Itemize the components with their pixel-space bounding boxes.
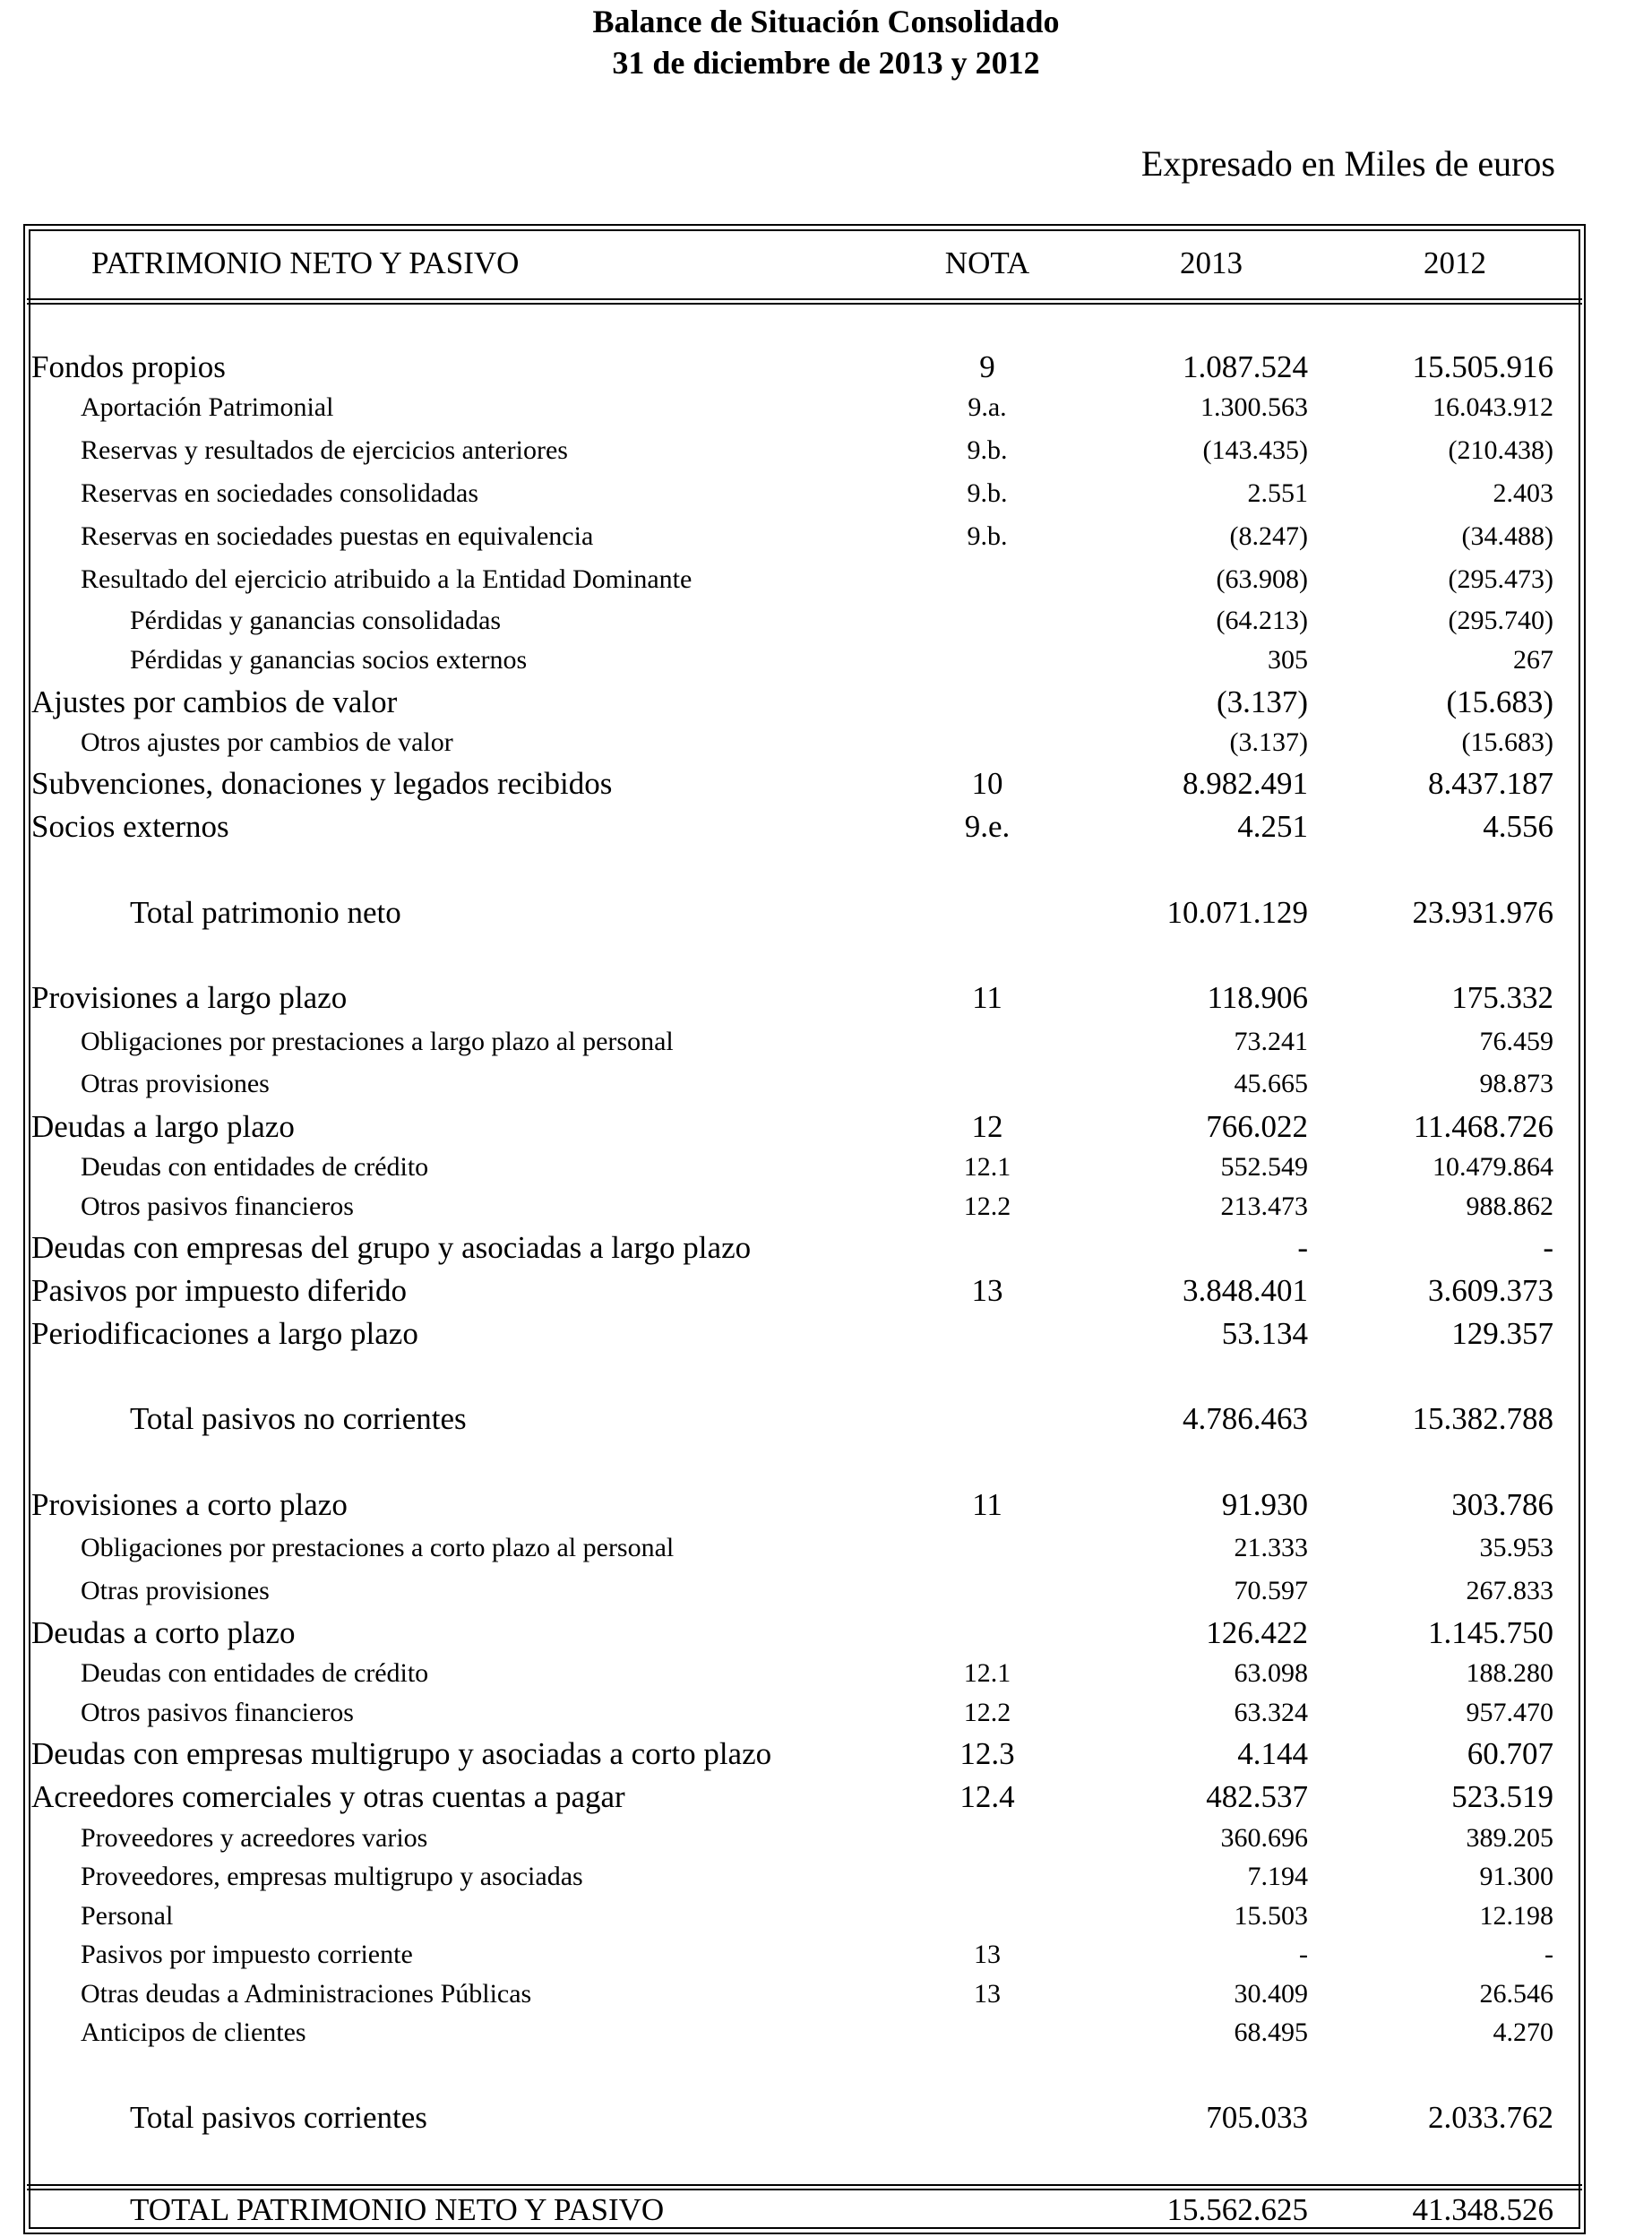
row-value-2013: 73.241 bbox=[1234, 1027, 1308, 1056]
row-value-2012: 10.479.864 bbox=[1433, 1152, 1553, 1182]
row-label: Total pasivos corrientes bbox=[130, 2100, 427, 2135]
row-nota: 9.b. bbox=[967, 521, 1008, 551]
row-value-2013: 482.537 bbox=[1206, 1779, 1308, 1814]
row-label: Acreedores comerciales y otras cuentas a pagar bbox=[31, 1779, 625, 1814]
row-value-2012: 11.468.726 bbox=[1413, 1109, 1553, 1144]
header-year-2013-text: 2013 bbox=[1180, 245, 1243, 280]
row-label: Proveedores, empresas multigrupo y asociadas bbox=[81, 1862, 583, 1891]
row-label: Otras deudas a Administraciones Públicas bbox=[81, 1979, 532, 2009]
row-label: Pasivos por impuesto corriente bbox=[81, 1940, 413, 1969]
header-label: PATRIMONIO NETO Y PASIVO bbox=[91, 245, 520, 280]
row-label: Deudas con entidades de crédito bbox=[81, 1152, 429, 1182]
row-label: Fondos propios bbox=[31, 349, 226, 384]
row-nota: 12.2 bbox=[963, 1698, 1011, 1727]
table-row bbox=[0, 391, 1652, 425]
row-label: Deudas a largo plazo bbox=[31, 1109, 295, 1144]
row-nota: 9.a. bbox=[968, 392, 1007, 422]
table-row bbox=[0, 1734, 1652, 1774]
row-value-2013: 21.333 bbox=[1234, 1533, 1308, 1562]
table-row bbox=[0, 1271, 1652, 1311]
row-value-2012: 8.437.187 bbox=[1428, 766, 1553, 801]
row-value-2012: 267 bbox=[1513, 645, 1553, 675]
row-value-2013: 4.786.463 bbox=[1183, 1401, 1308, 1436]
table-row bbox=[0, 1485, 1652, 1525]
row-label: Deudas con entidades de crédito bbox=[81, 1658, 429, 1688]
table-row bbox=[0, 726, 1652, 760]
row-value-2012: 1.145.750 bbox=[1428, 1615, 1553, 1650]
row-value-2012: 2.033.762 bbox=[1428, 2100, 1553, 2135]
table-row bbox=[0, 1977, 1652, 2011]
row-value-2013: 53.134 bbox=[1221, 1316, 1308, 1351]
header-nota-text: NOTA bbox=[944, 245, 1030, 280]
row-label: Otros pasivos financieros bbox=[81, 1698, 354, 1727]
row-value-2012: 91.300 bbox=[1479, 1862, 1553, 1891]
row-label: Total patrimonio neto bbox=[130, 895, 401, 930]
table-row bbox=[0, 434, 1652, 468]
row-value-2013: (3.137) bbox=[1229, 727, 1308, 757]
table-row bbox=[0, 1899, 1652, 1933]
table-row bbox=[0, 1613, 1652, 1653]
row-label: TOTAL PATRIMONIO NETO Y PASIVO bbox=[130, 2192, 665, 2227]
table-row bbox=[0, 348, 1652, 387]
table-row bbox=[0, 1190, 1652, 1224]
row-value-2013: 63.324 bbox=[1234, 1698, 1308, 1727]
row-value-2013: 15.503 bbox=[1234, 1901, 1308, 1931]
row-value-2013: 45.665 bbox=[1234, 1069, 1308, 1098]
table-row bbox=[0, 1821, 1652, 1855]
row-value-2013: 2.551 bbox=[1247, 478, 1308, 508]
row-value-2012: 12.198 bbox=[1479, 1901, 1553, 1931]
row-value-2012: 35.953 bbox=[1479, 1533, 1553, 1562]
row-value-2013: (64.213) bbox=[1216, 606, 1308, 635]
table-row bbox=[0, 1067, 1652, 1101]
row-label: Reservas en sociedades consolidadas bbox=[81, 478, 479, 508]
row-nota: 12.3 bbox=[959, 1736, 1015, 1771]
row-value-2012: 4.270 bbox=[1493, 2018, 1553, 2047]
row-label: Ajustes por cambios de valor bbox=[31, 684, 398, 719]
row-nota: 11 bbox=[972, 980, 1002, 1015]
table-row-total bbox=[0, 2098, 1652, 2138]
row-value-2012: (34.488) bbox=[1461, 521, 1553, 551]
table-row bbox=[0, 764, 1652, 804]
table-row bbox=[0, 807, 1652, 847]
table-row bbox=[0, 1107, 1652, 1147]
row-label: Deudas a corto plazo bbox=[31, 1615, 296, 1650]
row-value-2012: (295.473) bbox=[1448, 564, 1553, 594]
row-value-2012: 389.205 bbox=[1466, 1823, 1553, 1853]
row-value-2013: 4.144 bbox=[1237, 1736, 1308, 1771]
row-label: Subvenciones, donaciones y legados recibidos bbox=[31, 766, 613, 801]
row-value-2013: (3.137) bbox=[1216, 684, 1308, 719]
row-value-2012: 16.043.912 bbox=[1433, 392, 1553, 422]
row-label: Deudas con empresas multigrupo y asociadas a corto plazo bbox=[31, 1736, 772, 1771]
row-label: Deudas con empresas del grupo y asociadas a largo plazo bbox=[31, 1230, 752, 1265]
row-value-2013: (143.435) bbox=[1202, 435, 1308, 465]
row-label: Otros pasivos financieros bbox=[81, 1192, 354, 1221]
row-label: Resultado del ejercicio atribuido a la Entidad Dominante bbox=[81, 564, 693, 594]
row-label: Total pasivos no corrientes bbox=[130, 1401, 467, 1436]
table-row bbox=[0, 978, 1652, 1018]
row-value-2012: 3.609.373 bbox=[1428, 1273, 1553, 1308]
table-row bbox=[0, 1025, 1652, 1059]
row-value-2012: 15.382.788 bbox=[1412, 1401, 1553, 1436]
row-value-2013: 70.597 bbox=[1234, 1576, 1308, 1605]
row-value-2013: 30.409 bbox=[1234, 1979, 1308, 2009]
row-value-2012: - bbox=[1544, 1940, 1553, 1969]
row-nota: 9.e. bbox=[964, 809, 1011, 844]
row-label: Pérdidas y ganancias socios externos bbox=[130, 645, 528, 675]
row-nota: 13 bbox=[974, 1940, 1001, 1969]
row-value-2013: 10.071.129 bbox=[1166, 895, 1308, 930]
row-nota: 10 bbox=[971, 766, 1003, 801]
table-row bbox=[0, 563, 1652, 597]
table-row bbox=[0, 1150, 1652, 1184]
row-value-2012: 26.546 bbox=[1479, 1979, 1553, 2009]
row-nota: 9.b. bbox=[967, 478, 1008, 508]
row-label: Socios externos bbox=[31, 809, 229, 844]
table-row bbox=[0, 683, 1652, 722]
row-value-2012: 957.470 bbox=[1466, 1698, 1553, 1727]
table-row bbox=[0, 1228, 1652, 1268]
table-row bbox=[0, 520, 1652, 554]
row-value-2012: (15.683) bbox=[1461, 727, 1553, 757]
row-value-2012: (15.683) bbox=[1446, 684, 1553, 719]
row-nota: 9.b. bbox=[967, 435, 1008, 465]
row-nota: 11 bbox=[972, 1487, 1002, 1522]
row-value-2012: 188.280 bbox=[1466, 1658, 1553, 1688]
row-value-2012: 23.931.976 bbox=[1412, 895, 1553, 930]
row-label: Aportación Patrimonial bbox=[81, 392, 334, 422]
row-value-2012: 4.556 bbox=[1483, 809, 1553, 844]
row-value-2013: - bbox=[1297, 1230, 1308, 1265]
row-value-2012: 303.786 bbox=[1451, 1487, 1553, 1522]
row-label: Provisiones a corto plazo bbox=[31, 1487, 348, 1522]
header-year-2012-text: 2012 bbox=[1424, 245, 1486, 280]
table-row bbox=[0, 1656, 1652, 1691]
table-row-grand-total bbox=[0, 2190, 1652, 2230]
document-subtitle: 31 de diciembre de 2013 y 2012 bbox=[612, 45, 1040, 81]
row-value-2012: 175.332 bbox=[1451, 980, 1553, 1015]
row-value-2012: 76.459 bbox=[1479, 1027, 1553, 1056]
row-label: Pasivos por impuesto diferido bbox=[31, 1273, 407, 1308]
row-value-2013: 15.562.625 bbox=[1166, 2192, 1308, 2227]
row-label: Proveedores y acreedores varios bbox=[81, 1823, 428, 1853]
units-note: Expresado en Miles de euros bbox=[1140, 143, 1555, 184]
row-label: Obligaciones por prestaciones a largo plazo al personal bbox=[81, 1027, 674, 1056]
row-value-2013: 360.696 bbox=[1220, 1823, 1308, 1853]
row-value-2013: 91.930 bbox=[1221, 1487, 1308, 1522]
row-value-2013: (63.908) bbox=[1216, 564, 1308, 594]
row-value-2013: 4.251 bbox=[1237, 809, 1308, 844]
row-value-2013: 63.098 bbox=[1234, 1658, 1308, 1688]
row-nota: 12.4 bbox=[959, 1779, 1015, 1814]
row-label: Periodificaciones a largo plazo bbox=[31, 1316, 418, 1351]
row-value-2012: 129.357 bbox=[1451, 1316, 1553, 1351]
row-value-2013: 705.033 bbox=[1206, 2100, 1308, 2135]
row-value-2012: (210.438) bbox=[1448, 435, 1553, 465]
table-row bbox=[0, 1574, 1652, 1608]
row-value-2013: 8.982.491 bbox=[1183, 766, 1308, 801]
row-label: Otras provisiones bbox=[81, 1576, 270, 1605]
table-row bbox=[0, 2016, 1652, 2050]
row-value-2012: 2.403 bbox=[1493, 478, 1553, 508]
row-nota: 12.2 bbox=[963, 1192, 1011, 1221]
row-value-2013: - bbox=[1299, 1940, 1308, 1969]
row-value-2012: (295.740) bbox=[1448, 606, 1553, 635]
table-row bbox=[0, 1696, 1652, 1730]
row-label: Pérdidas y ganancias consolidadas bbox=[130, 606, 502, 635]
row-label: Otras provisiones bbox=[81, 1069, 270, 1098]
row-value-2012: 98.873 bbox=[1479, 1069, 1553, 1098]
row-value-2013: 766.022 bbox=[1206, 1109, 1308, 1144]
row-value-2012: 267.833 bbox=[1466, 1576, 1553, 1605]
row-value-2013: 118.906 bbox=[1207, 980, 1308, 1015]
row-value-2013: 213.473 bbox=[1220, 1192, 1308, 1221]
table-row bbox=[0, 1531, 1652, 1565]
row-nota: 13 bbox=[974, 1979, 1001, 2009]
document-title: Balance de Situación Consolidado bbox=[592, 4, 1060, 39]
row-label: Anticipos de clientes bbox=[81, 2018, 306, 2047]
row-nota: 12 bbox=[971, 1109, 1003, 1144]
row-nota: 13 bbox=[971, 1273, 1003, 1308]
table-row-total bbox=[0, 1399, 1652, 1439]
row-value-2013: 3.848.401 bbox=[1183, 1273, 1308, 1308]
row-value-2013: 126.422 bbox=[1206, 1615, 1308, 1650]
table-row bbox=[0, 477, 1652, 511]
table-row-total bbox=[0, 893, 1652, 933]
row-value-2012: 988.862 bbox=[1466, 1192, 1553, 1221]
table-row bbox=[0, 1938, 1652, 1972]
row-nota: 9 bbox=[979, 349, 995, 384]
row-value-2013: 68.495 bbox=[1234, 2018, 1308, 2047]
row-label: Reservas en sociedades puestas en equivalencia bbox=[81, 521, 594, 551]
row-value-2013: 1.300.563 bbox=[1200, 392, 1308, 422]
row-value-2012: 523.519 bbox=[1451, 1779, 1553, 1814]
row-label: Otros ajustes por cambios de valor bbox=[81, 727, 453, 757]
table-row bbox=[0, 1314, 1652, 1354]
row-value-2012: 60.707 bbox=[1467, 1736, 1553, 1771]
row-label: Reservas y resultados de ejercicios anteriores bbox=[81, 435, 568, 465]
row-value-2013: (8.247) bbox=[1229, 521, 1308, 551]
row-value-2012: 15.505.916 bbox=[1412, 349, 1553, 384]
row-value-2013: 1.087.524 bbox=[1183, 349, 1308, 384]
table-row bbox=[0, 1777, 1652, 1817]
row-value-2013: 7.194 bbox=[1247, 1862, 1308, 1891]
row-label: Obligaciones por prestaciones a corto plazo al personal bbox=[81, 1533, 675, 1562]
table-row bbox=[0, 604, 1652, 638]
row-value-2012: 41.348.526 bbox=[1412, 2192, 1553, 2227]
row-label: Provisiones a largo plazo bbox=[31, 980, 348, 1015]
table-row bbox=[0, 643, 1652, 677]
row-value-2013: 552.549 bbox=[1220, 1152, 1308, 1182]
row-value-2012: - bbox=[1543, 1230, 1553, 1265]
row-nota: 12.1 bbox=[963, 1658, 1011, 1688]
table-row bbox=[0, 1860, 1652, 1894]
row-label: Personal bbox=[81, 1901, 174, 1931]
row-value-2013: 305 bbox=[1268, 645, 1308, 675]
row-nota: 12.1 bbox=[963, 1152, 1011, 1182]
